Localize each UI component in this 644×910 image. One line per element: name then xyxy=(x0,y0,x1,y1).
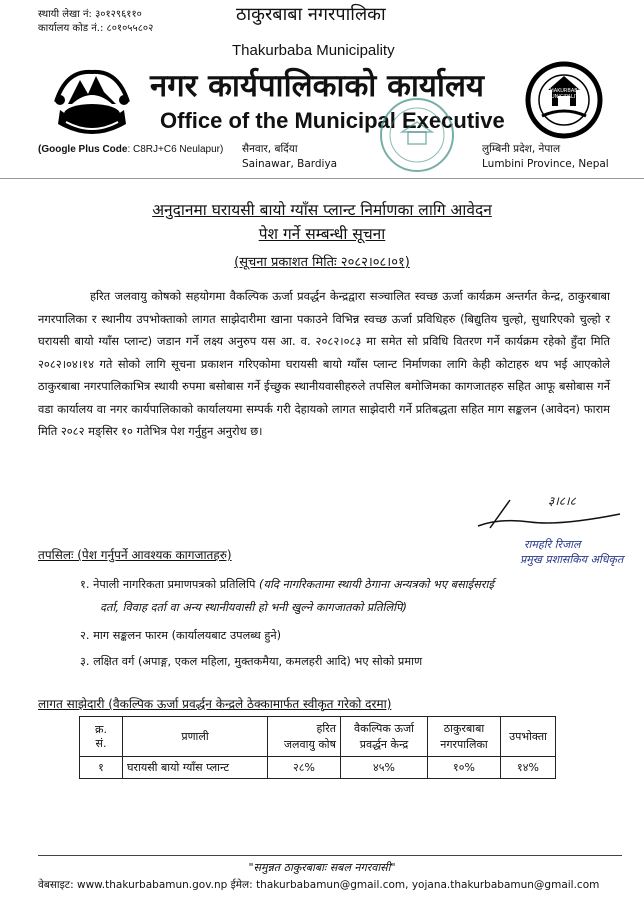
office-code: कार्यालय कोड नं.: ८०१०५५८०२ xyxy=(38,23,154,34)
province-np: लुम्बिनी प्रदेश, नेपाल xyxy=(482,143,561,155)
website-link[interactable]: www.thakurbabamun.gov.np xyxy=(76,879,228,891)
header-green-fund: हरित जलवायु कोष xyxy=(268,717,341,757)
footer-contact xyxy=(38,878,599,892)
municipality-name-en: Thakurbaba Municipality xyxy=(232,42,395,59)
signature-scrawl: ३।८।८ xyxy=(548,494,576,508)
table-header-row xyxy=(80,717,556,757)
cell-green-fund: २८% xyxy=(268,757,341,779)
reference-block xyxy=(38,8,153,36)
office-address xyxy=(242,142,337,172)
list-note: (यदि नागरिकतामा स्थायी ठेगाना अन्यत्रको भए बसाईसराई xyxy=(255,578,494,591)
notice-title-line2: पेश गर्ने सम्बन्धी सूचना xyxy=(258,225,386,243)
list-text: लक्षित वर्ग (अपाङ्ग, एकल महिला, मुक्तकमैया, कमलहरी आदि) भए सोको प्रमाण xyxy=(93,655,423,668)
footer-divider xyxy=(38,855,622,856)
signatory-title: प्रमुख प्रशासकिय अधिकृत xyxy=(520,553,624,566)
province-en: Lumbini Province, Nepal xyxy=(482,158,609,170)
website-label: वेबसाइट: xyxy=(38,879,74,891)
cell-consumer: १४% xyxy=(501,757,556,779)
list-text: माग सङ्कलन फारम (कार्यालयबाट उपलब्ध हुने) xyxy=(93,629,281,642)
header-municipality: ठाकुरबाबा नगरपालिका xyxy=(428,717,501,757)
municipality-name-np: ठाकुरबाबा नगरपालिका xyxy=(236,4,386,25)
email-link[interactable]: thakurbabamun@gmail.com, yojana.thakurbabamun@gmail.com xyxy=(256,879,600,891)
cell-system: घरायसी बायो ग्याँस प्लान्ट xyxy=(123,757,268,779)
notice-title-line1: अनुदानमा घरायसी बायो ग्याँस प्लान्ट निर्माणका लागि आवेदन xyxy=(152,201,492,219)
logo-caption: THAKURBABA MUNICIPALITY xyxy=(546,88,582,100)
cell-sn: १ xyxy=(80,757,123,779)
cell-aepc: ४५% xyxy=(341,757,428,779)
footer-motto: "समुन्नत ठाकुरबाबाः सबल नगरवासी" xyxy=(248,861,396,874)
list-number: १. xyxy=(80,578,90,591)
cell-municipality: १०% xyxy=(428,757,501,779)
email-label: ईमेल: xyxy=(230,879,253,891)
list-number: ३. xyxy=(80,655,90,668)
office-stamp-icon xyxy=(378,96,456,174)
table-row xyxy=(80,757,556,779)
header-consumer: उपभोक्ता xyxy=(501,717,556,757)
header-system: प्रणाली xyxy=(123,717,268,757)
province-address xyxy=(482,142,609,172)
list-number: २. xyxy=(80,629,90,642)
notice-date: (सूचना प्रकाशत मितिः २०८२।०८।०१) xyxy=(234,255,410,270)
cost-table-heading: लागत साझेदारी (वैकल्पिक ऊर्जा प्रवर्द्धन केन्द्रले ठेक्कामार्फत स्वीकृत गरेको दरमा) xyxy=(38,697,392,711)
address-np: सैनवार, बर्दिया xyxy=(242,143,298,155)
list-item xyxy=(80,651,422,673)
signatory-name: रामहरि रिजाल xyxy=(524,538,581,551)
office-title-np: नगर कार्यपालिकाको कार्यालय xyxy=(150,68,484,104)
office-title-en: Office of the Municipal Executive xyxy=(160,108,505,133)
google-plus-code xyxy=(38,144,223,155)
header-divider xyxy=(0,178,644,179)
list-item xyxy=(80,574,610,596)
header-sn: क्र. सं. xyxy=(80,717,123,757)
address-en: Sainawar, Bardiya xyxy=(242,158,338,170)
list-text: नेपाली नागरिकता प्रमाणपत्रको प्रतिलिपि xyxy=(93,578,256,591)
letter-number: स्थायी लेखा नं: ३०१२९६११० xyxy=(38,9,142,20)
nepal-emblem-icon xyxy=(46,64,138,140)
list-item-continued: दर्ता, विवाह दर्ता वा अन्य स्थानीयवासी हो भनी खुल्ने कागजातको प्रतिलिपि) xyxy=(100,601,407,614)
cost-sharing-table xyxy=(79,716,556,779)
header-aepc: वैकल्पिक ऊर्जा प्रवर्द्धन केन्द्र xyxy=(341,717,428,757)
gplus-label: (Google Plus Code xyxy=(38,144,128,155)
annex-heading: तपसिलः (पेश गर्नुपर्ने आवश्यक कागजातहरु) xyxy=(38,548,232,562)
gplus-value: : C8RJ+C6 Neulapur) xyxy=(127,144,224,155)
municipality-logo-icon xyxy=(524,58,604,142)
list-item xyxy=(80,625,281,647)
notice-body: हरित जलवायु कोषको सहयोगमा वैकल्पिक ऊर्जा प्रवर्द्धन केन्द्रद्वारा सञ्चालित स्वच्छ ऊर्जा कार्यक्रम अन्तर्गत केन्द्र, ठाकुरबाबा नगरपालिका र स्थानीय उपभोक्ताको लागत साझेदारीमा खाना पकाउने विभिन्न स्वच्छ ऊर्जा प्रविधिहरु (बिद्युतिय चुल्हो, सुधारिएको चुल्हो र घरायसी बायो ग्याँस प्लान्ट) जडान गर्ने लक्ष्य अनुरुप यस आ. व. २०८२।०८३ मा समेत सो प्रविधि वितरण गर्ने कार्यक्रम रहेको हुँदा मिति २०८२।०४।१४ गते सोको लागि सूचना प्रकाशन गरिएकोमा घरायसी बायो ग्याँस प्लान्ट निर्माणका लागि केही कोटाहरु थप भई आएकोले ठाकुरबाबा नगरपालिकाभित्र स्थायी रुपमा बसोबास गर्ने ईच्छुक स्थानीयवासीहरुले तपसिल बमोजिमका कागजातहरु सहित आफू बसोबास गर्ने वडा कार्यालय वा नगर कार्यपालिकाको कार्यालयमा सम्पर्क गरी देहायको लागत साझेदारी गर्ने प्रतिबद्धता सहित माग सङ्कलन (आवेदन) फाराम मिति २०८२ मङ्सिर १० गतेभित्र पेश गर्नुहुन अनुरोध छ। xyxy=(38,289,610,438)
